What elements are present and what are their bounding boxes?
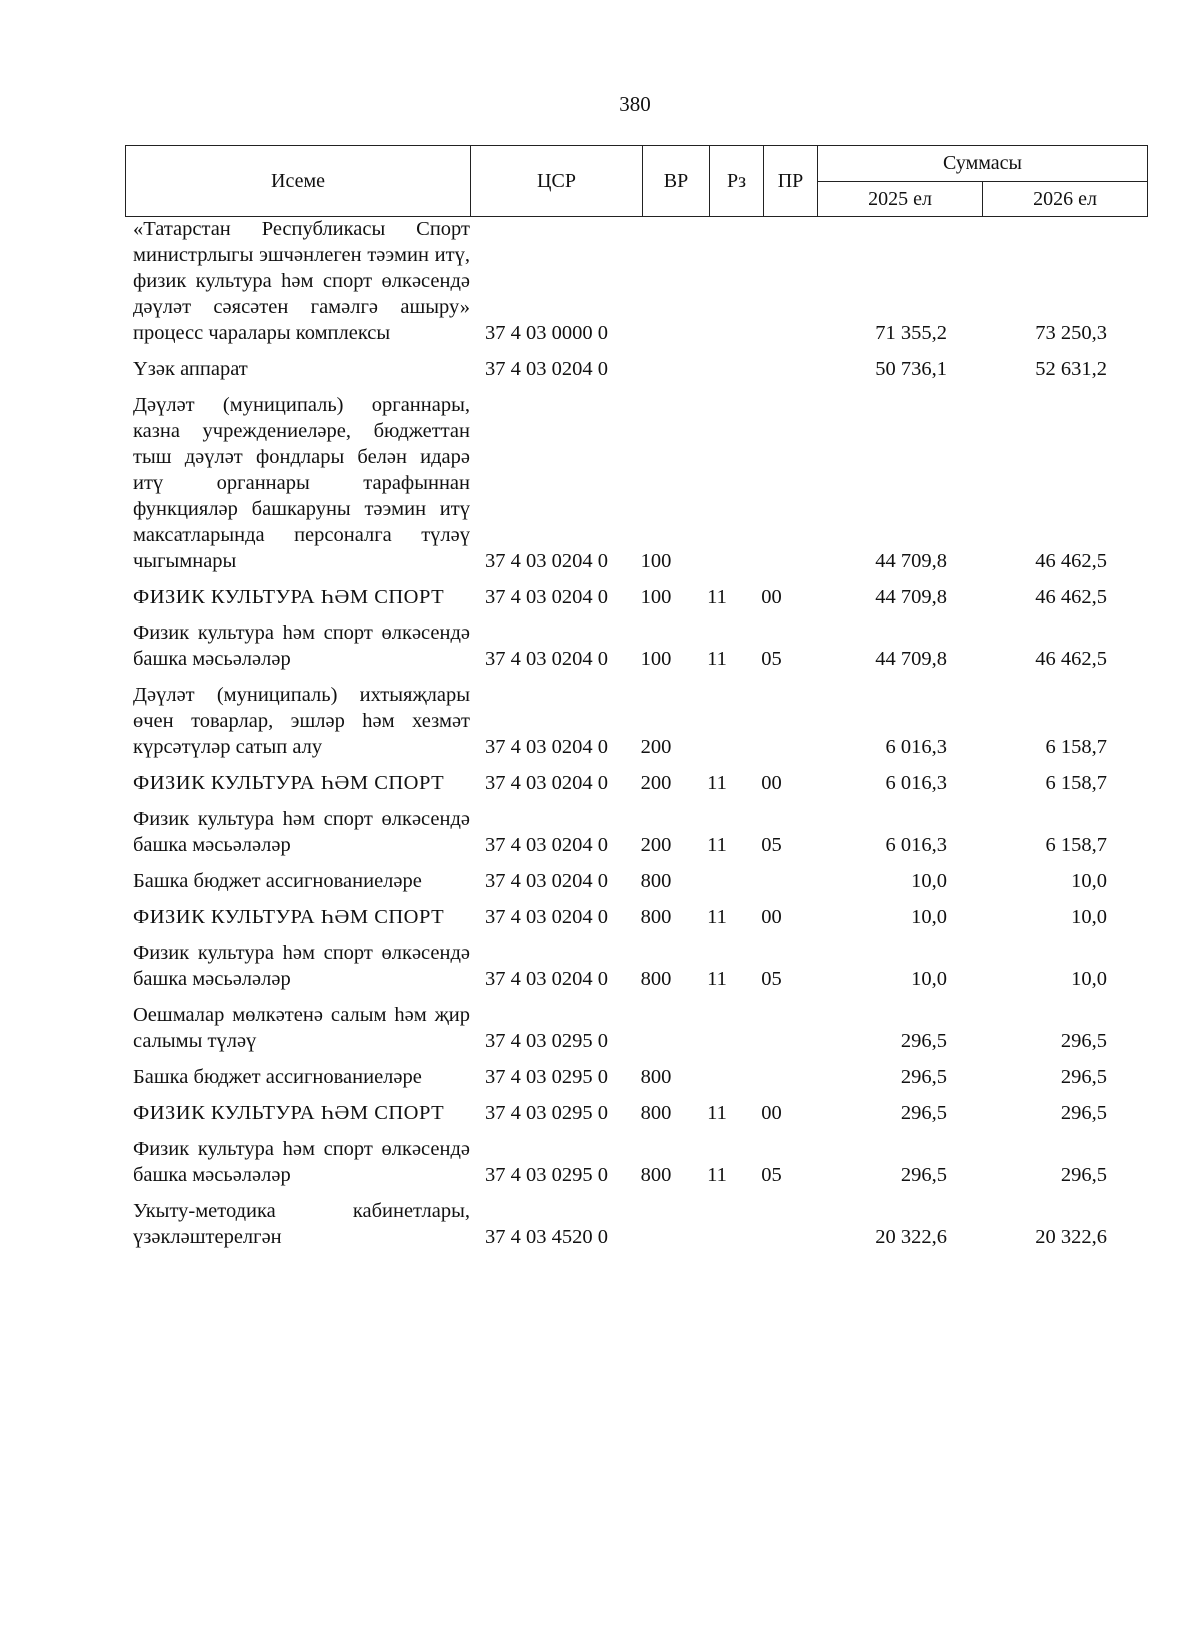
row-name: «Татарстан Республикасы Спорт министрлыгы эшчәнлеген тәэмин итү, физик культура һәм спорт өлкәсендә дәүләт сәясәтен гамәлгә ашыру» процесс чаралары комплексы <box>133 218 470 344</box>
table-row <box>125 584 1147 610</box>
row-sum-2025: 44 709,8 <box>875 550 947 572</box>
row-vr: 200 <box>640 772 672 794</box>
table-row <box>125 682 1147 760</box>
header-year-2026: 2026 ел <box>983 182 1148 217</box>
row-vr: 200 <box>640 834 672 856</box>
row-name: Башка бюджет ассигнованиеләре <box>133 870 422 892</box>
row-csr: 37 4 03 0295 0 <box>485 1066 608 1088</box>
row-sum-2025: 296,5 <box>900 1102 947 1124</box>
row-vr: 800 <box>640 870 672 892</box>
table-row <box>125 1136 1147 1188</box>
row-pr: 00 <box>761 586 782 608</box>
row-csr: 37 4 03 0204 0 <box>485 358 608 380</box>
row-vr: 800 <box>640 968 672 990</box>
row-sum-2025: 6 016,3 <box>885 834 947 856</box>
row-sum-2026: 10,0 <box>1071 906 1107 928</box>
row-vr: 800 <box>640 1164 672 1186</box>
row-sum-2025: 296,5 <box>900 1066 947 1088</box>
row-csr: 37 4 03 0204 0 <box>485 736 608 758</box>
row-name: Дәүләт (муниципаль) ихтыяҗлары өчен товарлар, эшләр һәм хезмәт күрсәтүләр сатып алу <box>133 684 470 758</box>
header-csr: ЦСР <box>471 146 643 217</box>
row-sum-2026: 73 250,3 <box>1035 322 1107 344</box>
row-pr: 05 <box>761 1164 782 1186</box>
row-vr: 800 <box>640 1102 672 1124</box>
row-vr: 100 <box>640 586 672 608</box>
row-csr: 37 4 03 4520 0 <box>485 1226 608 1248</box>
row-sum-2025: 20 322,6 <box>875 1226 947 1248</box>
row-sum-2026: 10,0 <box>1071 968 1107 990</box>
row-rz: 11 <box>707 586 727 608</box>
table-row <box>125 1002 1147 1054</box>
row-name: Физик культура һәм спорт өлкәсендә башка мәсьәләләр <box>133 1138 470 1186</box>
row-sum-2026: 296,5 <box>1060 1030 1107 1052</box>
row-csr: 37 4 03 0000 0 <box>485 322 608 344</box>
row-name: ФИЗИК КУЛЬТУРА ҺӘМ СПОРТ <box>133 906 445 928</box>
row-sum-2026: 296,5 <box>1060 1164 1107 1186</box>
row-sum-2025: 71 355,2 <box>875 322 947 344</box>
row-name: Башка бюджет ассигнованиеләре <box>133 1066 422 1088</box>
row-vr: 800 <box>640 906 672 928</box>
row-rz: 11 <box>707 968 727 990</box>
table-row <box>125 904 1147 930</box>
row-sum-2025: 10,0 <box>911 968 947 990</box>
row-pr: 05 <box>761 968 782 990</box>
row-pr: 05 <box>761 648 782 670</box>
row-rz: 11 <box>707 772 727 794</box>
row-csr: 37 4 03 0204 0 <box>485 968 608 990</box>
row-csr: 37 4 03 0204 0 <box>485 870 608 892</box>
row-csr: 37 4 03 0295 0 <box>485 1030 608 1052</box>
row-csr: 37 4 03 0204 0 <box>485 906 608 928</box>
row-vr: 200 <box>640 736 672 758</box>
table-header <box>125 145 1148 217</box>
row-name: ФИЗИК КУЛЬТУРА ҺӘМ СПОРТ <box>133 586 445 608</box>
row-sum-2025: 10,0 <box>911 906 947 928</box>
row-sum-2026: 46 462,5 <box>1035 550 1107 572</box>
row-sum-2026: 6 158,7 <box>1045 736 1107 758</box>
table-row <box>125 620 1147 672</box>
row-csr: 37 4 03 0204 0 <box>485 550 608 572</box>
table-row <box>125 770 1147 796</box>
header-vr: ВР <box>643 146 710 217</box>
table-row <box>125 940 1147 992</box>
row-pr: 05 <box>761 834 782 856</box>
row-name: Физик культура һәм спорт өлкәсендә башка мәсьәләләр <box>133 622 470 670</box>
row-name: Дәүләт (муниципаль) органнары, казна учреждениеләре, бюджеттан тыш дәүләт фондлары белән идарә итү органнары тарафыннан функцияләр башкаруны тәэмин итү максатларында персоналга түләү чыгымнары <box>133 394 470 572</box>
row-csr: 37 4 03 0204 0 <box>485 834 608 856</box>
row-vr: 100 <box>640 550 672 572</box>
header-name: Исеме <box>126 146 471 217</box>
page-number: 380 <box>619 92 651 116</box>
row-sum-2025: 296,5 <box>900 1030 947 1052</box>
header-rz: Рз <box>710 146 764 217</box>
row-sum-2026: 6 158,7 <box>1045 772 1107 794</box>
row-sum-2026: 52 631,2 <box>1035 358 1107 380</box>
row-sum-2025: 44 709,8 <box>875 586 947 608</box>
row-name: ФИЗИК КУЛЬТУРА ҺӘМ СПОРТ <box>133 1102 445 1124</box>
row-sum-2026: 10,0 <box>1071 870 1107 892</box>
row-vr: 800 <box>640 1066 672 1088</box>
row-sum-2025: 50 736,1 <box>875 358 947 380</box>
row-rz: 11 <box>707 1102 727 1124</box>
row-name: Физик культура һәм спорт өлкәсендә башка мәсьәләләр <box>133 808 470 856</box>
row-name: Укыту-методика кабинетлары, үзәкләштерелгән <box>133 1200 470 1248</box>
row-csr: 37 4 03 0204 0 <box>485 648 608 670</box>
row-sum-2026: 20 322,6 <box>1035 1226 1107 1248</box>
table-row <box>125 392 1147 574</box>
row-sum-2025: 10,0 <box>911 870 947 892</box>
header-pr: ПР <box>764 146 818 217</box>
table-row <box>125 806 1147 858</box>
row-name: Оешмалар мөлкәтенә салым һәм җир салымы түләү <box>133 1004 470 1052</box>
row-sum-2025: 6 016,3 <box>885 772 947 794</box>
table-row <box>125 1100 1147 1126</box>
row-vr: 100 <box>640 648 672 670</box>
row-sum-2026: 296,5 <box>1060 1066 1107 1088</box>
row-name: ФИЗИК КУЛЬТУРА ҺӘМ СПОРТ <box>133 772 445 794</box>
row-rz: 11 <box>707 648 727 670</box>
row-pr: 00 <box>761 906 782 928</box>
table-row <box>125 868 1147 894</box>
header-sums: Суммасы <box>818 146 1148 182</box>
row-name: Физик культура һәм спорт өлкәсендә башка мәсьәләләр <box>133 942 470 990</box>
row-csr: 37 4 03 0204 0 <box>485 586 608 608</box>
row-rz: 11 <box>707 834 727 856</box>
header-year-2025: 2025 ел <box>818 182 983 217</box>
table-row <box>125 216 1147 346</box>
row-rz: 11 <box>707 906 727 928</box>
row-sum-2025: 296,5 <box>900 1164 947 1186</box>
row-sum-2026: 6 158,7 <box>1045 834 1107 856</box>
row-pr: 00 <box>761 772 782 794</box>
row-pr: 00 <box>761 1102 782 1124</box>
row-sum-2026: 296,5 <box>1060 1102 1107 1124</box>
row-sum-2026: 46 462,5 <box>1035 586 1107 608</box>
table-row <box>125 1064 1147 1090</box>
row-csr: 37 4 03 0295 0 <box>485 1164 608 1186</box>
row-sum-2025: 6 016,3 <box>885 736 947 758</box>
row-rz: 11 <box>707 1164 727 1186</box>
row-sum-2026: 46 462,5 <box>1035 648 1107 670</box>
row-sum-2025: 44 709,8 <box>875 648 947 670</box>
table-body <box>125 216 1147 1260</box>
row-csr: 37 4 03 0295 0 <box>485 1102 608 1124</box>
row-name: Үзәк аппарат <box>133 358 248 380</box>
table-row <box>125 356 1147 382</box>
table-row <box>125 1198 1147 1250</box>
row-csr: 37 4 03 0204 0 <box>485 772 608 794</box>
